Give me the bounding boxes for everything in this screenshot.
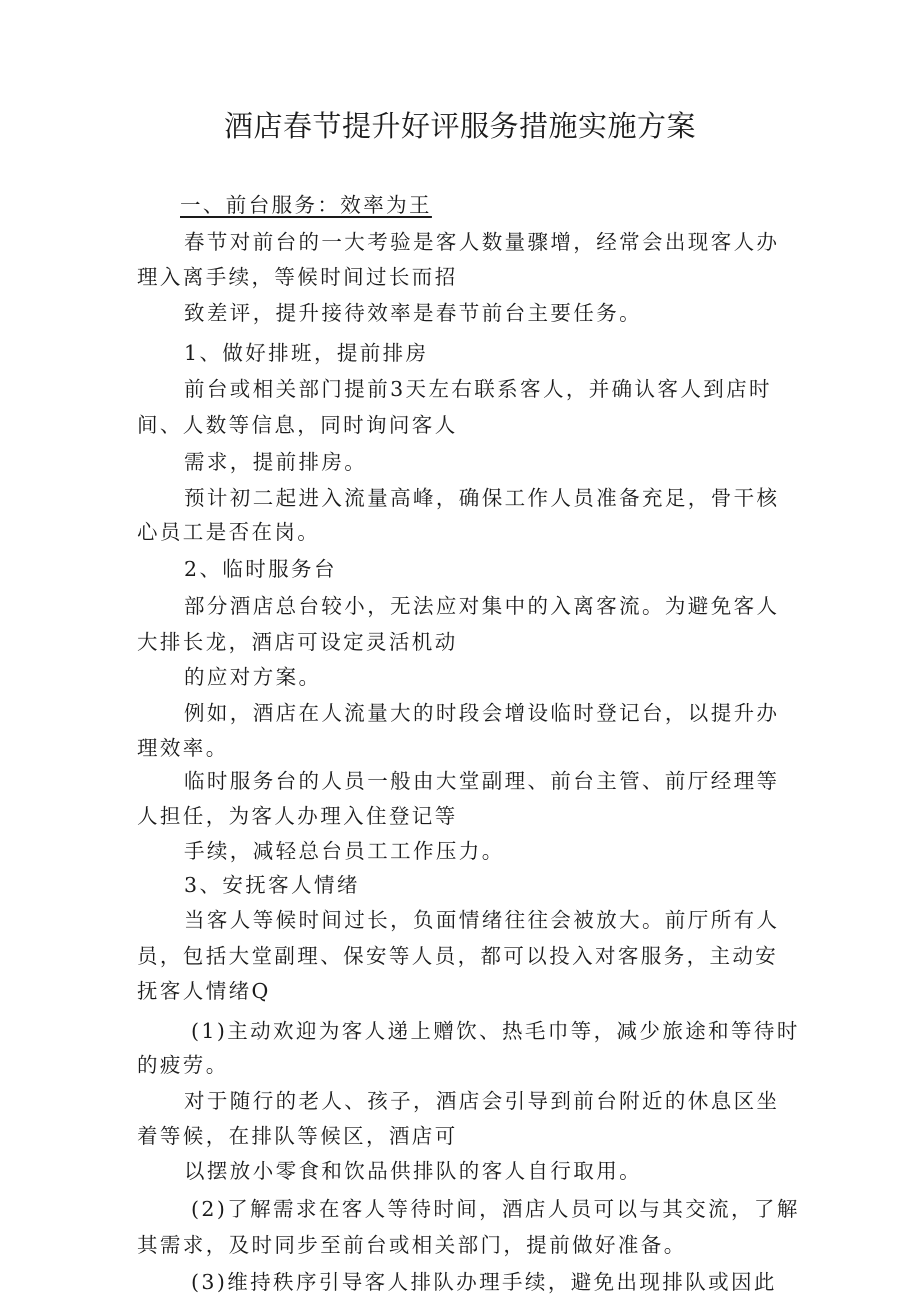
paragraph-line: 大排长龙，酒店可设定灵活机动 — [137, 630, 458, 654]
subsection-heading: 1、做好排班，提前排房 — [184, 341, 429, 365]
paragraph-line: 理入离手续，等候时间过长而招 — [137, 265, 458, 289]
paragraph-line: 的应对方案。 — [184, 665, 322, 689]
paragraph-line: 理效率。 — [137, 736, 229, 760]
paragraph-line: 以摆放小零食和饮品供排队的客人自行取用。 — [184, 1159, 642, 1183]
paragraph-line: 其需求，及时同步至前台或相关部门，提前做好准备。 — [137, 1233, 687, 1257]
list-item-line: (1)主动欢迎为客人递上赠饮、热毛巾等，减少旅途和等待时 — [191, 1019, 800, 1043]
list-item-line: (2)了解需求在客人等待时间，酒店人员可以与其交流，了解 — [191, 1197, 800, 1221]
paragraph-line: 春节对前台的一大考验是客人数量骤增，经常会出现客人办 — [184, 230, 780, 254]
paragraph-line: 致差评，提升接待效率是春节前台主要任务。 — [184, 301, 642, 325]
subsection-heading: 2、临时服务台 — [184, 557, 337, 581]
paragraph-line: 部分酒店总台较小，无法应对集中的入离客流。为避免客人 — [184, 594, 780, 618]
paragraph-line: 员，包括大堂副理、保安等人员，都可以投入对客服务，主动安 — [137, 944, 779, 968]
paragraph-line: 临时服务台的人员一般由大堂副理、前台主管、前厅经理等 — [184, 769, 780, 793]
paragraph-line: 着等候，在排队等候区，酒店可 — [137, 1124, 458, 1148]
paragraph-line: 手续，减轻总台员工工作压力。 — [184, 839, 505, 863]
subsection-heading: 3、安抚客人情绪 — [184, 873, 360, 897]
paragraph-line: 当客人等候时间过长，负面情绪往往会被放大。前厅所有人 — [184, 908, 780, 932]
document-title: 酒店春节提升好评服务措施实施方案 — [223, 109, 696, 143]
paragraph-line: 例如，酒店在人流量大的时段会增设临时登记台，以提升办 — [184, 701, 780, 725]
list-item-line: (3)维持秩序引导客人排队办理手续，避免出现排队或因此 — [191, 1270, 777, 1294]
paragraph-line: 需求，提前排房。 — [184, 450, 368, 474]
section-heading: 一、前台服务：效率为王 — [180, 193, 432, 217]
paragraph-line: 的疲劳。 — [137, 1053, 229, 1077]
paragraph-line: 抚客人情绪Q — [137, 979, 271, 1003]
paragraph-line: 对于随行的老人、孩子，酒店会引导到前台附近的休息区坐 — [184, 1089, 780, 1113]
paragraph-line: 人担任，为客人办理入住登记等 — [137, 804, 458, 828]
paragraph-line: 预计初二起进入流量高峰，确保工作人员准备充足，骨干核 — [184, 486, 780, 510]
paragraph-line: 间、人数等信息，同时询问客人 — [137, 413, 458, 437]
paragraph-line: 前台或相关部门提前3天左右联系客人，并确认客人到店时 — [184, 377, 772, 401]
paragraph-line: 心员工是否在岗。 — [137, 520, 321, 544]
